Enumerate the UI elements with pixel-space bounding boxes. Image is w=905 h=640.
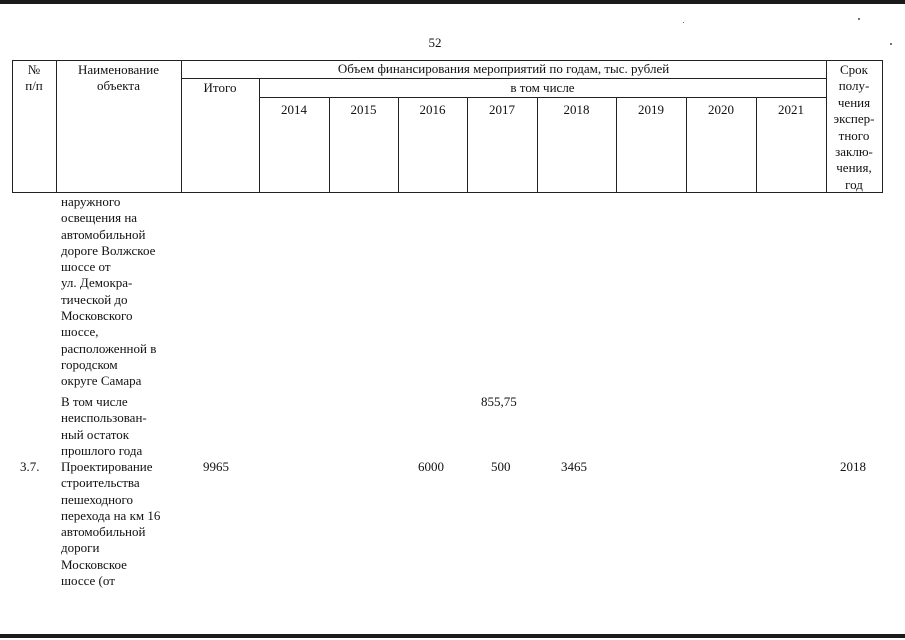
row-item-2016: 6000 bbox=[418, 459, 444, 474]
header-year-2021: 2021 bbox=[778, 102, 804, 117]
table-line bbox=[12, 192, 883, 193]
page-number: 52 bbox=[428, 35, 442, 50]
scan-speck bbox=[858, 18, 860, 20]
header-name: Наименование объекта bbox=[78, 62, 159, 93]
header-total: Итого bbox=[203, 80, 237, 95]
scan-speck bbox=[683, 22, 684, 23]
row-continuation-name: наружного освещения на автомобильной дороге Волжское шоссе от ул. Демокра- тической до Московского шоссе, расположенной в городском округе Самара bbox=[61, 194, 157, 389]
row-item-total: 9965 bbox=[203, 459, 229, 474]
header-year-2020: 2020 bbox=[708, 102, 734, 117]
table-line bbox=[259, 97, 826, 98]
table-line bbox=[882, 60, 883, 193]
header-year-2015: 2015 bbox=[350, 102, 377, 117]
header-funding: Объем финансирования мероприятий по годам, тыс. рублей bbox=[337, 61, 670, 76]
row-unused-label: В том числе неиспользован- ный остаток прошлого года bbox=[61, 394, 147, 458]
page-top-edge bbox=[0, 0, 905, 4]
header-including: в том числе bbox=[510, 80, 575, 95]
header-year-2014: 2014 bbox=[281, 102, 307, 117]
row-item-2018: 3465 bbox=[561, 459, 587, 474]
row-item-name: Проектирование строительства пешеходного перехода на км 16 автомобильной дороги Московское шоссе (от bbox=[61, 459, 161, 589]
scan-speck bbox=[890, 43, 892, 45]
header-deadline: Срок полу- чения экспер- тного заклю- чения, год bbox=[833, 62, 875, 192]
header-year-2016: 2016 bbox=[419, 102, 446, 117]
header-year-2019: 2019 bbox=[638, 102, 664, 117]
row-item-2017: 500 bbox=[491, 459, 511, 474]
row-item-number: 3.7. bbox=[20, 459, 40, 474]
page-bottom-edge bbox=[0, 634, 905, 638]
header-year-2018: 2018 bbox=[563, 102, 590, 117]
header-year-2017: 2017 bbox=[489, 102, 515, 117]
table-line bbox=[181, 78, 826, 79]
row-item-deadline: 2018 bbox=[840, 459, 866, 474]
header-number: № п/п bbox=[25, 62, 43, 93]
row-unused-2017: 855,75 bbox=[481, 394, 517, 409]
